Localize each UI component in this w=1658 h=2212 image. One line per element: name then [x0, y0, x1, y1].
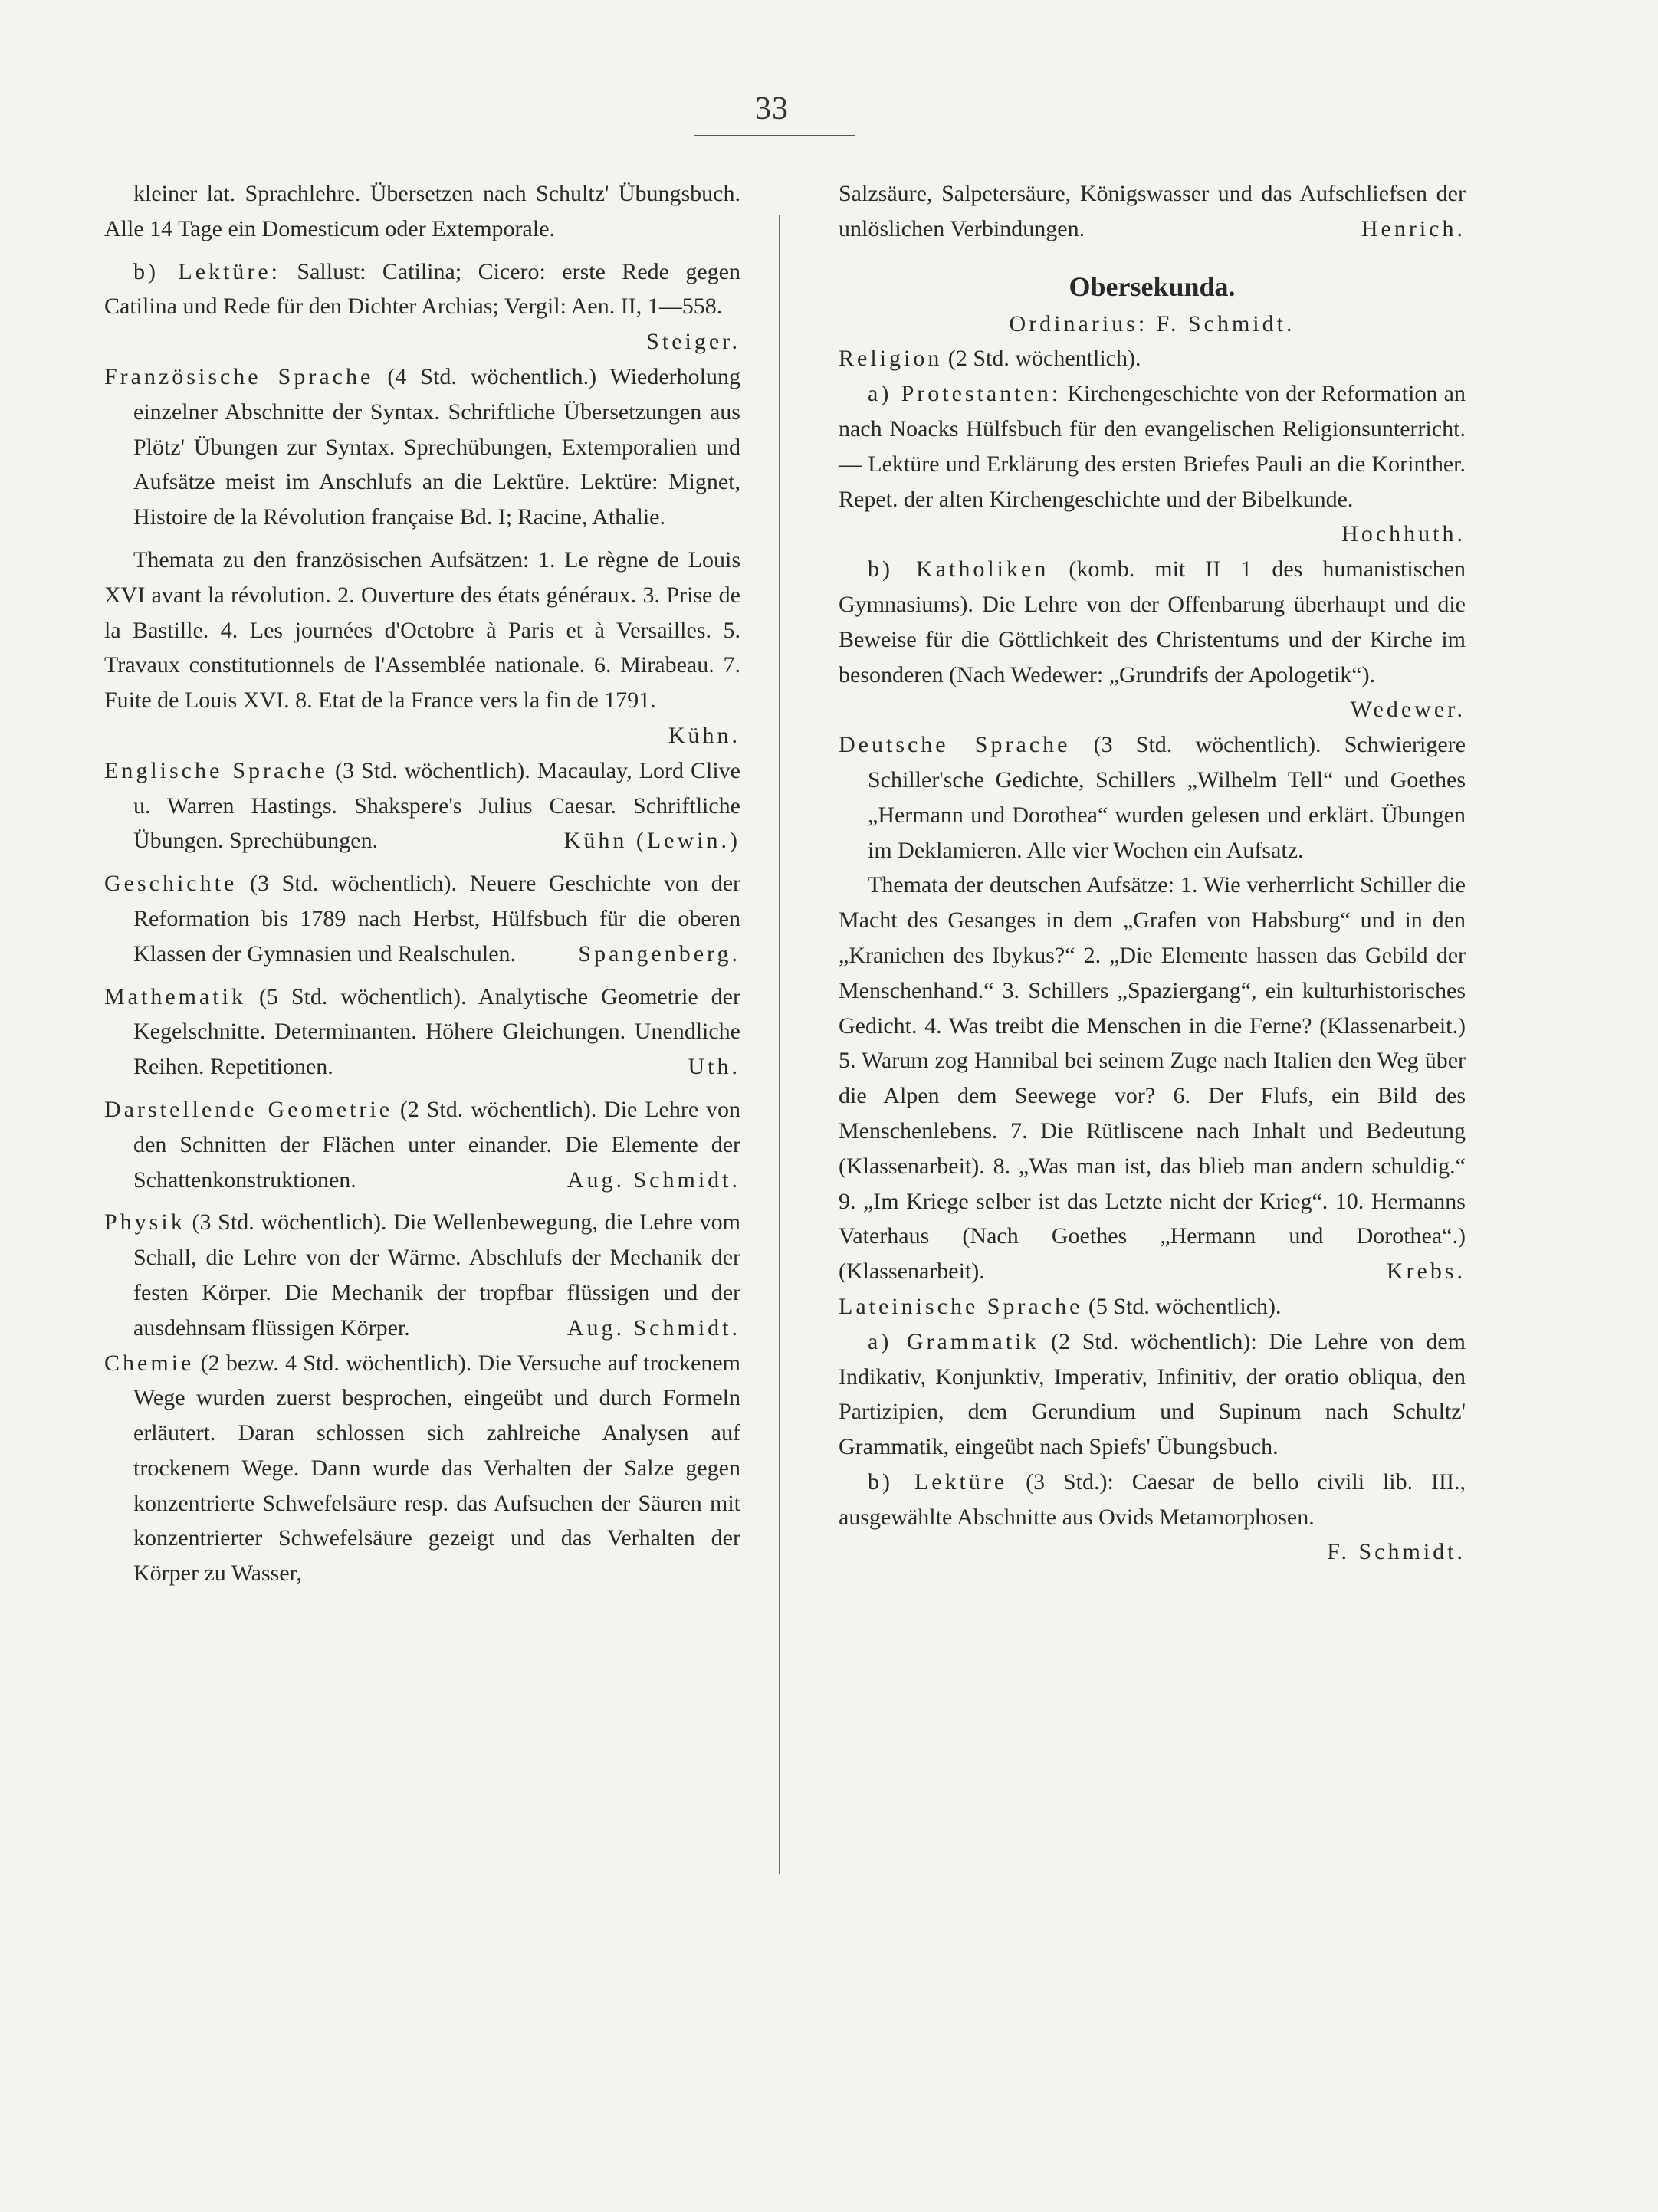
- latin-reading-right-paragraph: [839, 1465, 1466, 1570]
- religion-protestant-text: Kirchengeschichte von der Reformation an nach Noacks Hülfsbuch für den evangelischen Religionsunterricht. — Lektüre und Erklärung des ersten Briefes Pauli an die Korinther. Repet. der alten Kirchengeschichte und der Bibelkunde.: [839, 381, 1466, 512]
- latin-reading-teacher: Steiger.: [646, 329, 740, 355]
- right-column: [839, 176, 1466, 1570]
- english-text: (3 Std. wöchentlich). Macaulay, Lord Clive u. Warren Hastings. Shakspere's Julius Caesar. Schriftliche Übungen. Sprechübungen.: [133, 757, 740, 854]
- physics-teacher: Aug. Schmidt.: [566, 1314, 740, 1341]
- latin-grammar-label: a) Grammatik: [868, 1328, 1039, 1354]
- section-heading: Obersekunda.: [1069, 271, 1236, 302]
- descriptive-geometry-paragraph: [104, 1092, 740, 1197]
- chemistry-text: (2 bezw. 4 Std. wöchentlich). Die Versuche auf trockenem Wege wurden zuerst besprochen, eingeübt und durch Formeln erläutert. Daran schlossen sich zahlreiche Analysen auf trockenem Wege. Dann wurde das Verhalten der Salze gegen konzentrierte Schwefelsäure resp. das Aufsuchen der Säuren mit konzentrierter Schwefelsäure gezeigt und das Verhalten der Körper zu Wasser,: [133, 1350, 740, 1587]
- french-themes-text: Themata zu den französischen Aufsätzen: 1. Le règne de Louis XVI avant la révolution. 2. Ouverture des états généraux. 3. Prise de la Bastille. 4. Les journées d'Octobre à Paris et à Versailles. 5. Travaux constitutionnels de l'Assemblée nationale. 6. Mirabeau. 7. Fuite de Louis XVI. 8. Etat de la France vers la fin de 1791.: [104, 546, 740, 714]
- english-paragraph: [104, 753, 740, 858]
- latin-paragraph: [839, 1289, 1466, 1324]
- latin-reading-right-text: (3 Std.): Caesar de bello civili lib. III., ausgewählte Abschnitte aus Ovids Metamorphosen.: [839, 1469, 1466, 1530]
- german-paragraph: [839, 727, 1466, 868]
- english-teacher: Kühn (Lewin.): [563, 828, 740, 854]
- religion-catholic-label: b) Katholiken: [868, 556, 1049, 583]
- religion-catholic-paragraph: [839, 552, 1466, 727]
- latin-label: Lateinische Sprache: [839, 1293, 1083, 1319]
- english-label: Englische Sprache: [104, 757, 328, 783]
- religion-protestant-label: a) Protestanten:: [868, 381, 1062, 407]
- page-number: 33: [755, 91, 789, 126]
- religion-label: Religion: [839, 346, 943, 372]
- physics-paragraph: [104, 1205, 740, 1345]
- religion-paragraph: [839, 341, 1466, 376]
- chemistry-continued-paragraph: [839, 176, 1466, 247]
- latin-reading-label: b) Lektüre:: [133, 258, 281, 284]
- german-themes-paragraph: [839, 868, 1466, 1289]
- history-text: (3 Std. wöchentlich). Neuere Geschichte von der Reformation bis 1789 nach Herbst, Hülfsbuch für die oberen Klassen der Gymnasien und Realschulen.: [133, 871, 740, 967]
- french-teacher: Kühn.: [668, 722, 740, 748]
- french-paragraph: [104, 359, 740, 535]
- mathematics-teacher: Uth.: [688, 1054, 740, 1080]
- french-label: Französische Sprache: [104, 363, 374, 389]
- chemistry-teacher: Henrich.: [1361, 215, 1466, 241]
- religion-catholic-teacher: Wedewer.: [1350, 697, 1466, 723]
- column-divider: [779, 215, 780, 1874]
- chemistry-label: Chemie: [104, 1350, 195, 1376]
- religion-protestant-teacher: Hochhuth.: [1341, 521, 1466, 547]
- mathematics-label: Mathematik: [104, 983, 246, 1009]
- religion-catholic-text: (komb. mit II 1 des humanistischen Gymnasiums). Die Lehre von der Offenbarung überhaupt und die Beweise für die Göttlichkeit des Christentums und der Kirche im besonderen (Nach Wedewer: „Grundrifs der Apologetik“).: [839, 556, 1466, 688]
- religion-text: (2 Std. wöchentlich).: [942, 346, 1141, 372]
- latin-grammar-text-right: (2 Std. wöchentlich): Die Lehre von dem Indikativ, Konjunktiv, Imperativ, Infinitiv, der oratio obliqua, den Partizipien, dem Gerundium und Supinum nach Schultz' Grammatik, eingeübt nach Spiefs' Übungsbuch.: [839, 1328, 1466, 1460]
- history-paragraph: [104, 866, 740, 971]
- french-themes-paragraph: [104, 543, 740, 753]
- ordinarius-line: Ordinarius: F. Schmidt.: [1009, 310, 1295, 336]
- mathematics-paragraph: [104, 980, 740, 1085]
- latin-grammar-text: kleiner lat. Sprachlehre. Übersetzen nach Schultz' Übungsbuch. Alle 14 Tage ein Domesticum oder Extemporale.: [104, 181, 740, 241]
- german-themes-text: Themata der deutschen Aufsätze: 1. Wie verherrlicht Schiller die Macht des Gesanges in dem „Grafen von Habsburg“ und in den „Kranichen des Ibykus?“ 2. „Die Elemente hassen das Gebild der Menschenhand.“ 3. Schillers „Spaziergang“, ein kulturhistorisches Gedicht. 4. Was treibt die Menschen in die Ferne? (Klassenarbeit.) 5. Warum zog Hannibal bei seinem Zuge nach Italien den Weg über die Alpen dem Seewege vor? 6. Der Flufs, ein Bild des Menschenlebens. 7. Die Rütliscene nach Inhalt und Bedeutung (Klassenarbeit). 8. „Was man ist, das blieb man andern schuldig.“ 9. „Im Kriege selber ist das Letzte nicht der Krieg“. 10. Hermanns Vaterhaus (Nach Goethes „Hermann und Dorothea“.) (Klassenarbeit).: [839, 872, 1466, 1285]
- physics-label: Physik: [104, 1209, 185, 1236]
- history-label: Geschichte: [104, 871, 238, 897]
- physics-text: (3 Std. wöchentlich). Die Wellenbewegung, die Lehre vom Schall, die Lehre von der Wärme. Abschlufs der Mechanik der festen Körper. Die Mechanik der tropfbar flüssigen und der ausdehnsam flüssigen Körper.: [133, 1209, 740, 1341]
- german-teacher: Krebs.: [1386, 1259, 1466, 1285]
- history-teacher: Spangenberg.: [578, 940, 740, 967]
- latin-grammar-paragraph: [839, 1324, 1466, 1465]
- chemistry-continued-text: Salzsäure, Salpetersäure, Königswasser und das Aufschliefsen der unlöslichen Verbindungen.: [839, 181, 1466, 241]
- left-column: [104, 176, 740, 1591]
- german-text: (3 Std. wöchentlich). Schwierigere Schiller'sche Gedichte, Schillers „Wilhelm Tell“ und Goethes „Hermann und Dorothea“ wurden gelesen und erklärt. Übungen im Deklamieren. Alle vier Wochen ein Aufsatz.: [868, 732, 1466, 863]
- german-label: Deutsche Sprache: [839, 732, 1071, 758]
- descriptive-geometry-teacher: Aug. Schmidt.: [566, 1167, 740, 1193]
- chemistry-paragraph: [104, 1346, 740, 1592]
- latin-reading-text: Sallust: Catilina; Cicero: erste Rede gegen Catilina und Rede für den Dichter Archias; Vergil: Aen. II, 1—558.: [104, 258, 740, 320]
- descriptive-geometry-label: Darstellende Geometrie: [104, 1096, 393, 1122]
- mathematics-text: (5 Std. wöchentlich). Analytische Geometrie der Kegelschnitte. Determinanten. Höhere Gleichungen. Unendliche Reihen. Repetitionen.: [133, 983, 740, 1080]
- latin-reading-paragraph: [104, 254, 740, 359]
- religion-protestant-paragraph: [839, 376, 1466, 552]
- latin-reading-right-label: b) Lektüre: [868, 1469, 1008, 1495]
- page-number-rule: [694, 135, 855, 136]
- descriptive-geometry-text: (2 Std. wöchentlich). Die Lehre von den Schnitten der Flächen unter einander. Die Elemente der Schattenkonstruktionen.: [133, 1096, 740, 1193]
- french-text: (4 Std. wöchentlich.) Wiederholung einzelner Abschnitte der Syntax. Schriftliche Übersetzungen aus Plötz' Übungen zur Syntax. Sprechübungen, Extemporalien und Aufsätze meist im Anschlufs an die Lektüre. Lektüre: Mignet, Histoire de la Révolution française Bd. I; Racine, Athalie.: [133, 363, 740, 530]
- latin-text: (5 Std. wöchentlich).: [1082, 1293, 1282, 1319]
- latin-teacher: F. Schmidt.: [1327, 1539, 1466, 1565]
